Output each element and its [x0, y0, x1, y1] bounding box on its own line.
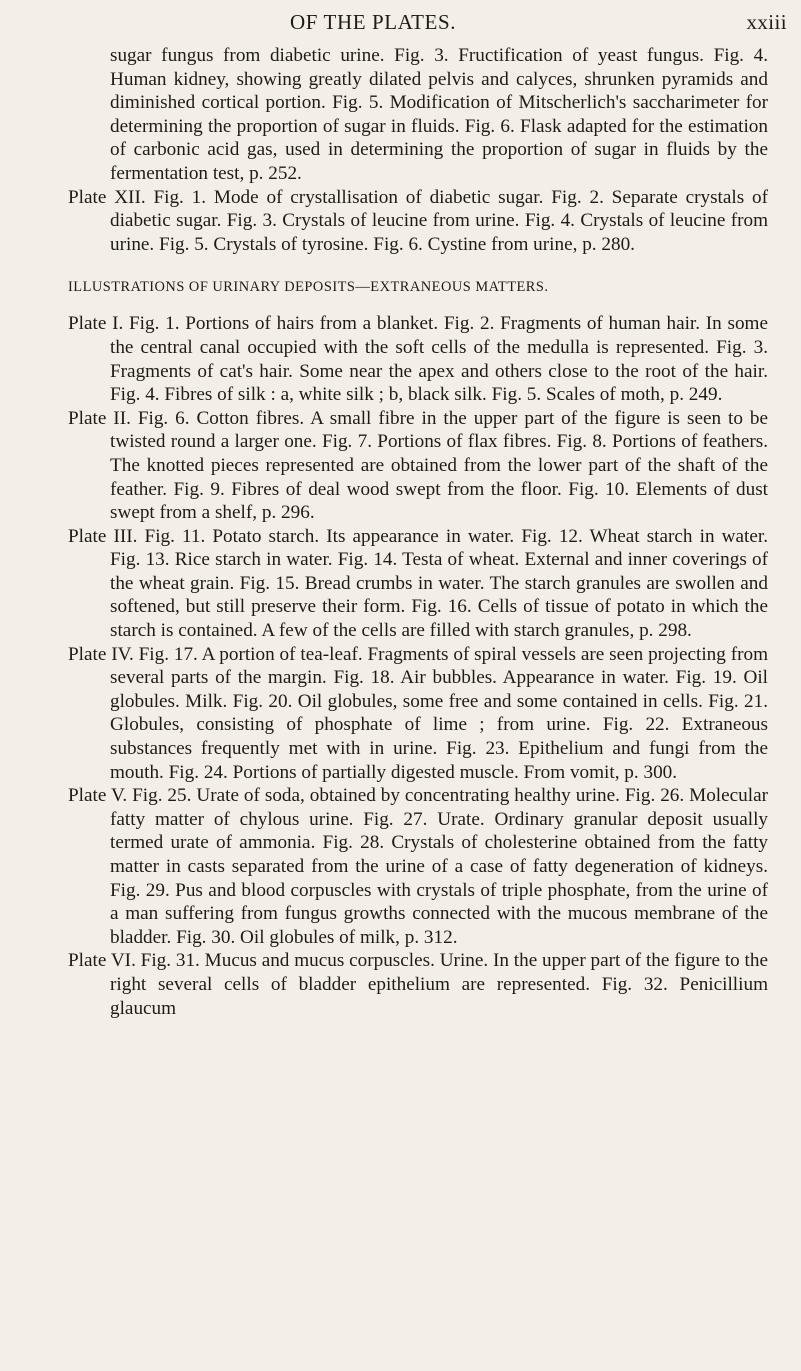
section-heading: ILLUSTRATIONS OF URINARY DEPOSITS—EXTRANEOUS MATTERS. — [68, 279, 549, 296]
plate-i-entry: Plate I. Fig. 1. Portions of hairs from a blanket. Fig. 2. Fragments of human hair. In some the central canal occupied with the soft cells of the medulla is represented. Fig. 3. Fragments of cat's hair. Some near the apex and others close to the root of the hair. Fig. 4. Fibres of silk : a, white silk ; b, black silk. Fig. 5. Scales of moth, p. 249. — [68, 313, 768, 406]
plate-xi-continuation: sugar fungus from diabetic urine. Fig. 3. Fructification of yeast fungus. Fig. 4. Human kidney, showing greatly dilated pelvis and calyces, shrunken pyramids and diminished cortical portion. Fig. 5. Modification of Mitscherlich's saccharimeter for determining the proportion of sugar in fluids. Fig. 6. Flask adapted for the estimation of carbonic acid gas, used in determining the proportion of sugar in fluids by the fermentation test, p. 252. — [110, 45, 768, 184]
plate-iv-entry: Plate IV. Fig. 17. A portion of tea-leaf. Fragments of spiral vessels are seen projecting from several parts of the margin. Fig. 18. Air bubbles. Appearance in water. Fig. 19. Oil globules. Milk. Fig. 20. Oil globules, some free and some contained in cells. Fig. 21. Globules, consisting of phosphate of lime ; from urine. Fig. 22. Extraneous substances frequently met with in urine. Fig. 23. Epithelium and fungi from the mouth. Fig. 24. Portions of partially digested muscle. From vomit, p. 300. — [68, 643, 768, 783]
plate-v-entry: Plate V. Fig. 25. Urate of soda, obtained by concentrating healthy urine. Fig. 26. Molecular fatty matter of chylous urine. Fig. 27. Urate. Ordinary granular deposit usually termed urate of ammonia. Fig. 28. Crystals of cholesterine obtained from the fatty matter in casts separated from the urine of a case of fatty degeneration of kidneys. Fig. 29. Pus and blood corpuscles with crystals of triple phosphate, from the urine of a man suffering from fungus growths connected with the mucous membrane of the bladder. Fig. 30. Oil globules of milk, p. 312. — [68, 785, 768, 948]
plate-vi-entry: Plate VI. Fig. 31. Mucus and mucus corpuscles. Urine. In the upper part of the figure to the right several cells of bladder epithelium are represented. Fig. 32. Penicillium glaucum — [68, 950, 768, 1019]
plate-xii-entry: Plate XII. Fig. 1. Mode of crystallisation of diabetic sugar. Fig. 2. Separate crystals of diabetic sugar. Fig. 3. Crystals of leucine from urine. Fig. 4. Crystals of leucine from urine. Fig. 5. Crystals of tyrosine. Fig. 6. Cystine from urine, p. 280. — [68, 186, 768, 255]
running-title: OF THE PLATES. — [290, 10, 457, 34]
page-number: xxiii — [746, 10, 787, 34]
plate-iii-entry: Plate III. Fig. 11. Potato starch. Its appearance in water. Fig. 12. Wheat starch in water. Fig. 13. Rice starch in water. Fig. 14. Testa of wheat. External and inner coverings of the wheat grain. Fig. 15. Bread crumbs in water. The starch granules are swollen and softened, but still preserve their form. Fig. 16. Cells of tissue of potato in which the starch is contained. A few of the cells are filled with starch granules, p. 298. — [68, 525, 768, 642]
plate-ii-entry: Plate II. Fig. 6. Cotton fibres. A small fibre in the upper part of the figure is seen to be twisted round a larger one. Fig. 7. Portions of flax fibres. Fig. 8. Portions of feathers. The knotted pieces represented are obtained from the lower part of the shaft of the feather. Fig. 9. Fibres of deal wood swept from the floor. Fig. 10. Elements of dust swept from a shelf, p. 296. — [68, 407, 768, 524]
text-body — [68, 44, 768, 1020]
running-header — [0, 10, 801, 40]
